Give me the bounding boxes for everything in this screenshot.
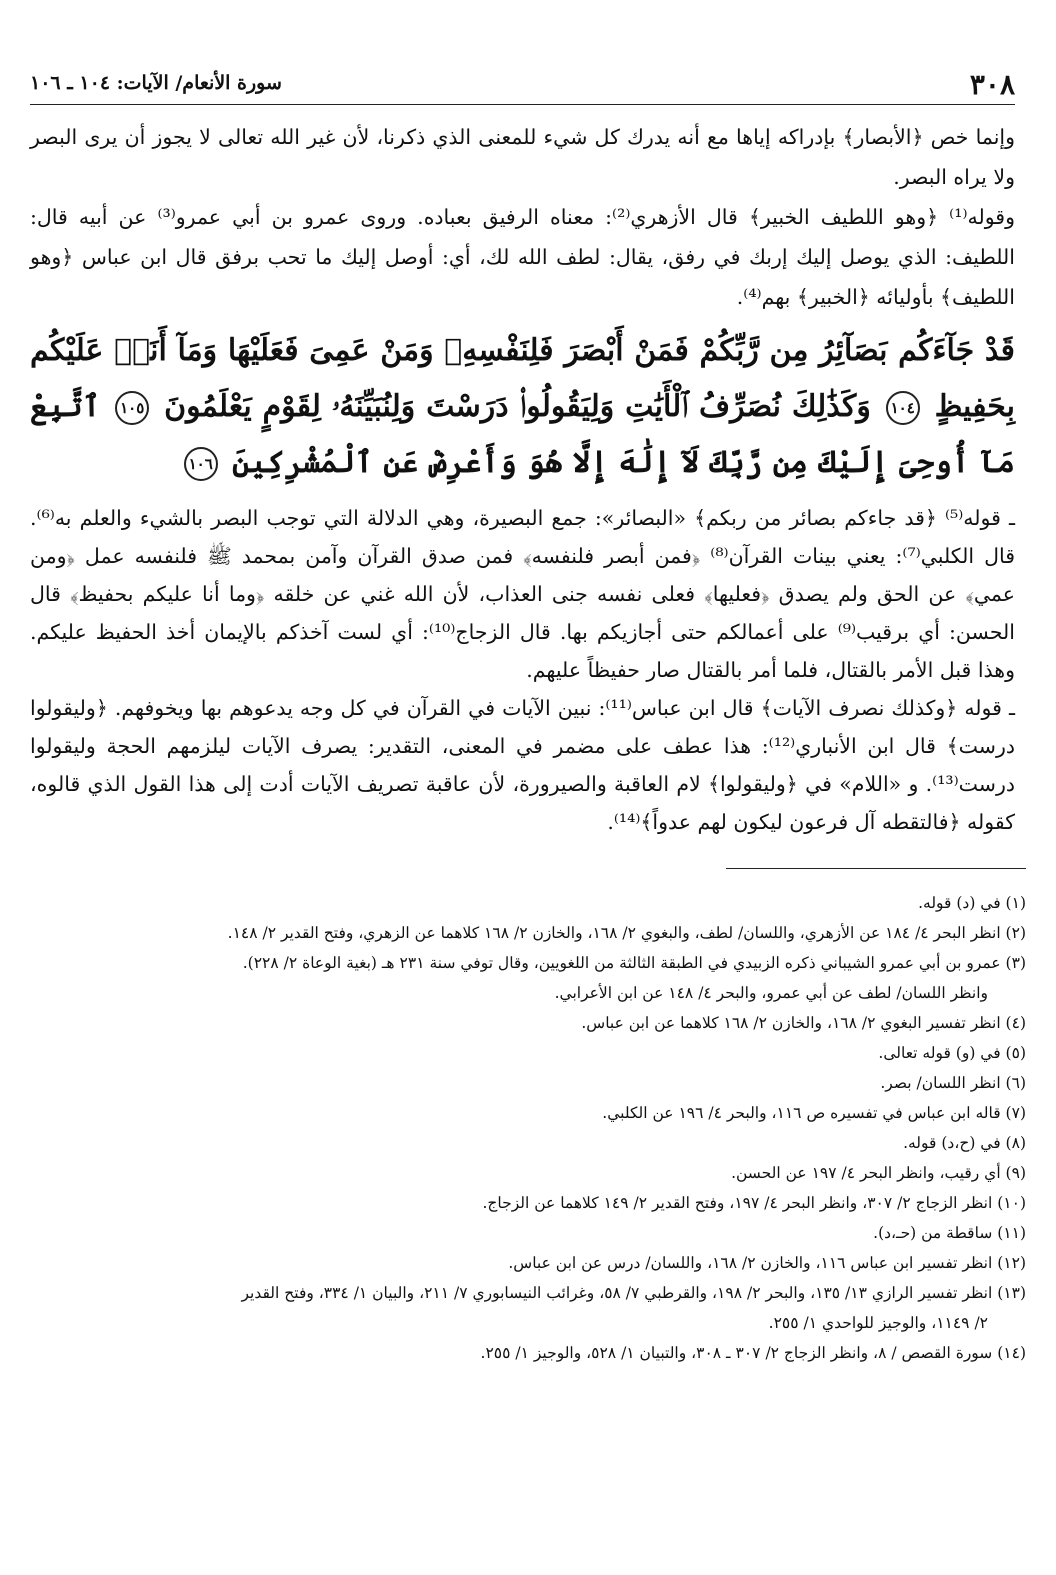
footnote: (٥) في (و) قوله تعالى. xyxy=(878,1044,1026,1062)
footnote: (٦) انظر اللسان/ بصر. xyxy=(880,1074,1026,1092)
verse-text: ٱتَّبِعْ مَآ أُوحِىَ إِلَيْكَ مِن رَّبِّكَ لَآ إِلَٰهَ إِلَّا هُوَ وَأَعْرِضْ عَنِ ٱلْمُشْرِكِينَ xyxy=(30,389,1015,480)
footnote: (١٣) انظر تفسير الرازي ١٣/ ١٣٥، والبحر ٢/ ١٩٨، والقرطبي ٧/ ٥٨، وغرائب النيسابوري ٧/ ٢١١، والبيان ١/ ٣٣٤، وفتح القدير xyxy=(241,1284,1026,1302)
verse-text: قَدْ جَآءَكُم بَصَآئِرُ مِن رَّبِّكُمْ فَمَنْ أَبْصَرَ فَلِنَفْسِهِۦ وَمَنْ عَمِىَ فَعَلَيْهَا وَمَآ أَنَا۠ عَلَيْكُم بِحَفِيظٍ xyxy=(30,333,1015,424)
footnotes xyxy=(71,888,1026,1368)
paragraph: ـ قوله ﴿وكذلك نصرف الآيات﴾ قال ابن عباس⁽¹¹⁾: نبين الآيات في القرآن في كل وجه يدعوهم بها ويخوفهم. ﴿وليقولوا درست﴾ قال ابن الأنباري⁽¹²⁾: هذا عطف على مضمر في المعنى، التقدير: يصرف الآيات ليلزمهم الحجة وليقولوا درست⁽¹³⁾. و «اللام» في ﴿وليقولوا﴾ لام العاقبة والصيرورة، لأن عاقبة تصريف الآيات أدت إلى هذا القول الذي قالوه، كقوله ﴿فالتقطه آل فرعون ليكون لهم عدواً﴾⁽¹⁴⁾. xyxy=(30,696,1015,834)
paragraph: ـ قوله⁽⁵⁾ ﴿قد جاءكم بصائر من ربكم﴾ «البصائر»: جمع البصيرة، وهي الدلالة التي توجب البصر بالشيء والعلم به⁽⁶⁾. قال الكلبي⁽⁷⁾: يعني بينات القرآن⁽⁸⁾ ﴿فمن أبصر فلنفسه﴾ فمن صدق القرآن وآمن بمحمد ﷺ فلنفسه عمل ﴿ومن عمي﴾ عن الحق ولم يصدق ﴿فعليها﴾ فعلى نفسه جنى العذاب، لأن الله غني عن خلقه ﴿وما أنا عليكم بحفيظ﴾ قال الحسن: أي برقيب⁽⁹⁾ على أعمالكم حتى أجازيكم بها. قال الزجاج⁽¹⁰⁾: أي لست آخذكم بالإيمان أخذ الحفيظ عليكم. وهذا قبل الأمر بالقتال، فلما أمر بالقتال صار حفيظاً عليهم. xyxy=(30,506,1016,682)
footnote: (٧) قاله ابن عباس في تفسيره ص ١١٦، والبحر ٤/ ١٩٦ عن الكلبي. xyxy=(602,1104,1026,1122)
footnote: (١٤) سورة القصص / ٨، وانظر الزجاج ٢/ ٣٠٧ ـ ٣٠٨، والتبيان ١/ ٥٢٨، والوجيز ١/ ٢٥٥. xyxy=(480,1344,1026,1362)
footnote: (١٠) انظر الزجاج ٢/ ٣٠٧، وانظر البحر ٤/ ١٩٧، وفتح القدير ٢/ ١٤٩ كلاهما عن الزجاج. xyxy=(482,1194,1026,1212)
intro-text xyxy=(30,117,1015,317)
verse-text: وَكَذَٰلِكَ نُصَرِّفُ ٱلْأَيَٰتِ وَلِيَقُولُوا۟ دَرَسْتَ وَلِنُبَيِّنَهُۥ لِقَوْمٍ يَعْلَمُونَ xyxy=(164,389,871,424)
footnote: (٩) أي رقيب، وانظر البحر ٤/ ١٩٧ عن الحسن. xyxy=(731,1164,1026,1182)
page-number: ٣٠٨ xyxy=(969,68,1015,101)
quran-verses xyxy=(30,323,1015,491)
page-header xyxy=(30,60,1015,105)
footnote-divider xyxy=(726,868,1026,869)
ayah-number-marker: ١٠٥ xyxy=(115,391,149,425)
footnote: (٣) عمرو بن أبي عمرو الشيباني ذكره الزبيدي في الطبقة الثالثة من اللغويين، وقال توفي سنة ٢٣١ هـ (بغية الوعاة ٢/ ٢٢٨). xyxy=(242,954,1026,972)
footnote-continuation: وانظر اللسان/ لطف عن أبي عمرو، والبحر ٤/ ١٤٨ عن ابن الأعرابي. xyxy=(554,984,988,1002)
ayah-number-marker: ١٠٤ xyxy=(886,391,920,425)
footnote: (٢) انظر البحر ٤/ ١٨٤ عن الأزهري، واللسان/ لطف، والبغوي ٢/ ١٦٨، والخازن ٢/ ١٦٨ كلاهما عن الزهري، وفتح القدير ٢/ ١٤٨. xyxy=(227,924,1026,942)
footnote: (٤) انظر تفسير البغوي ٢/ ١٦٨، والخازن ٢/ ١٦٨ كلاهما عن ابن عباس. xyxy=(581,1014,1026,1032)
paragraph: وقوله⁽¹⁾ ﴿وهو اللطيف الخبير﴾ قال الأزهري⁽²⁾: معناه الرفيق بعباده. وروى عمرو بن أبي عمرو⁽³⁾ عن أبيه قال: اللطيف: الذي يوصل إليك إربك في رفق، يقال: لطف الله لك، أي: أوصل إليك ما تحب برفق قال ابن عباس ﴿وهو اللطيف﴾ بأوليائه ﴿الخبير﴾ بهم⁽⁴⁾. xyxy=(30,205,1015,309)
footnote-continuation: ٢/ ١١٤٩، والوجيز للواحدي ١/ ٢٥٥. xyxy=(768,1314,988,1332)
footnote: (١) في (د) قوله. xyxy=(918,894,1026,912)
footnote: (١٢) انظر تفسير ابن عباس ١١٦، والخازن ٢/ ١٦٨، واللسان/ درس عن ابن عباس. xyxy=(508,1254,1026,1272)
book-page xyxy=(30,60,1015,841)
footnote: (١١) ساقطة من (حـ،د). xyxy=(873,1224,1026,1242)
footnote: (٨) في (ح،د) قوله. xyxy=(903,1134,1026,1152)
commentary-text xyxy=(30,499,1015,841)
paragraph: وإنما خص ﴿الأبصار﴾ بإدراكه إياها مع أنه يدرك كل شيء للمعنى الذي ذكرنا، لأن غير الله تعالى لا يجوز أن يرى البصر ولا يراه البصر. xyxy=(30,125,1015,189)
ayah-number-marker: ١٠٦ xyxy=(184,447,218,481)
running-title: سورة الأنعام/ الآيات: ١٠٤ ـ ١٠٦ xyxy=(30,72,282,94)
